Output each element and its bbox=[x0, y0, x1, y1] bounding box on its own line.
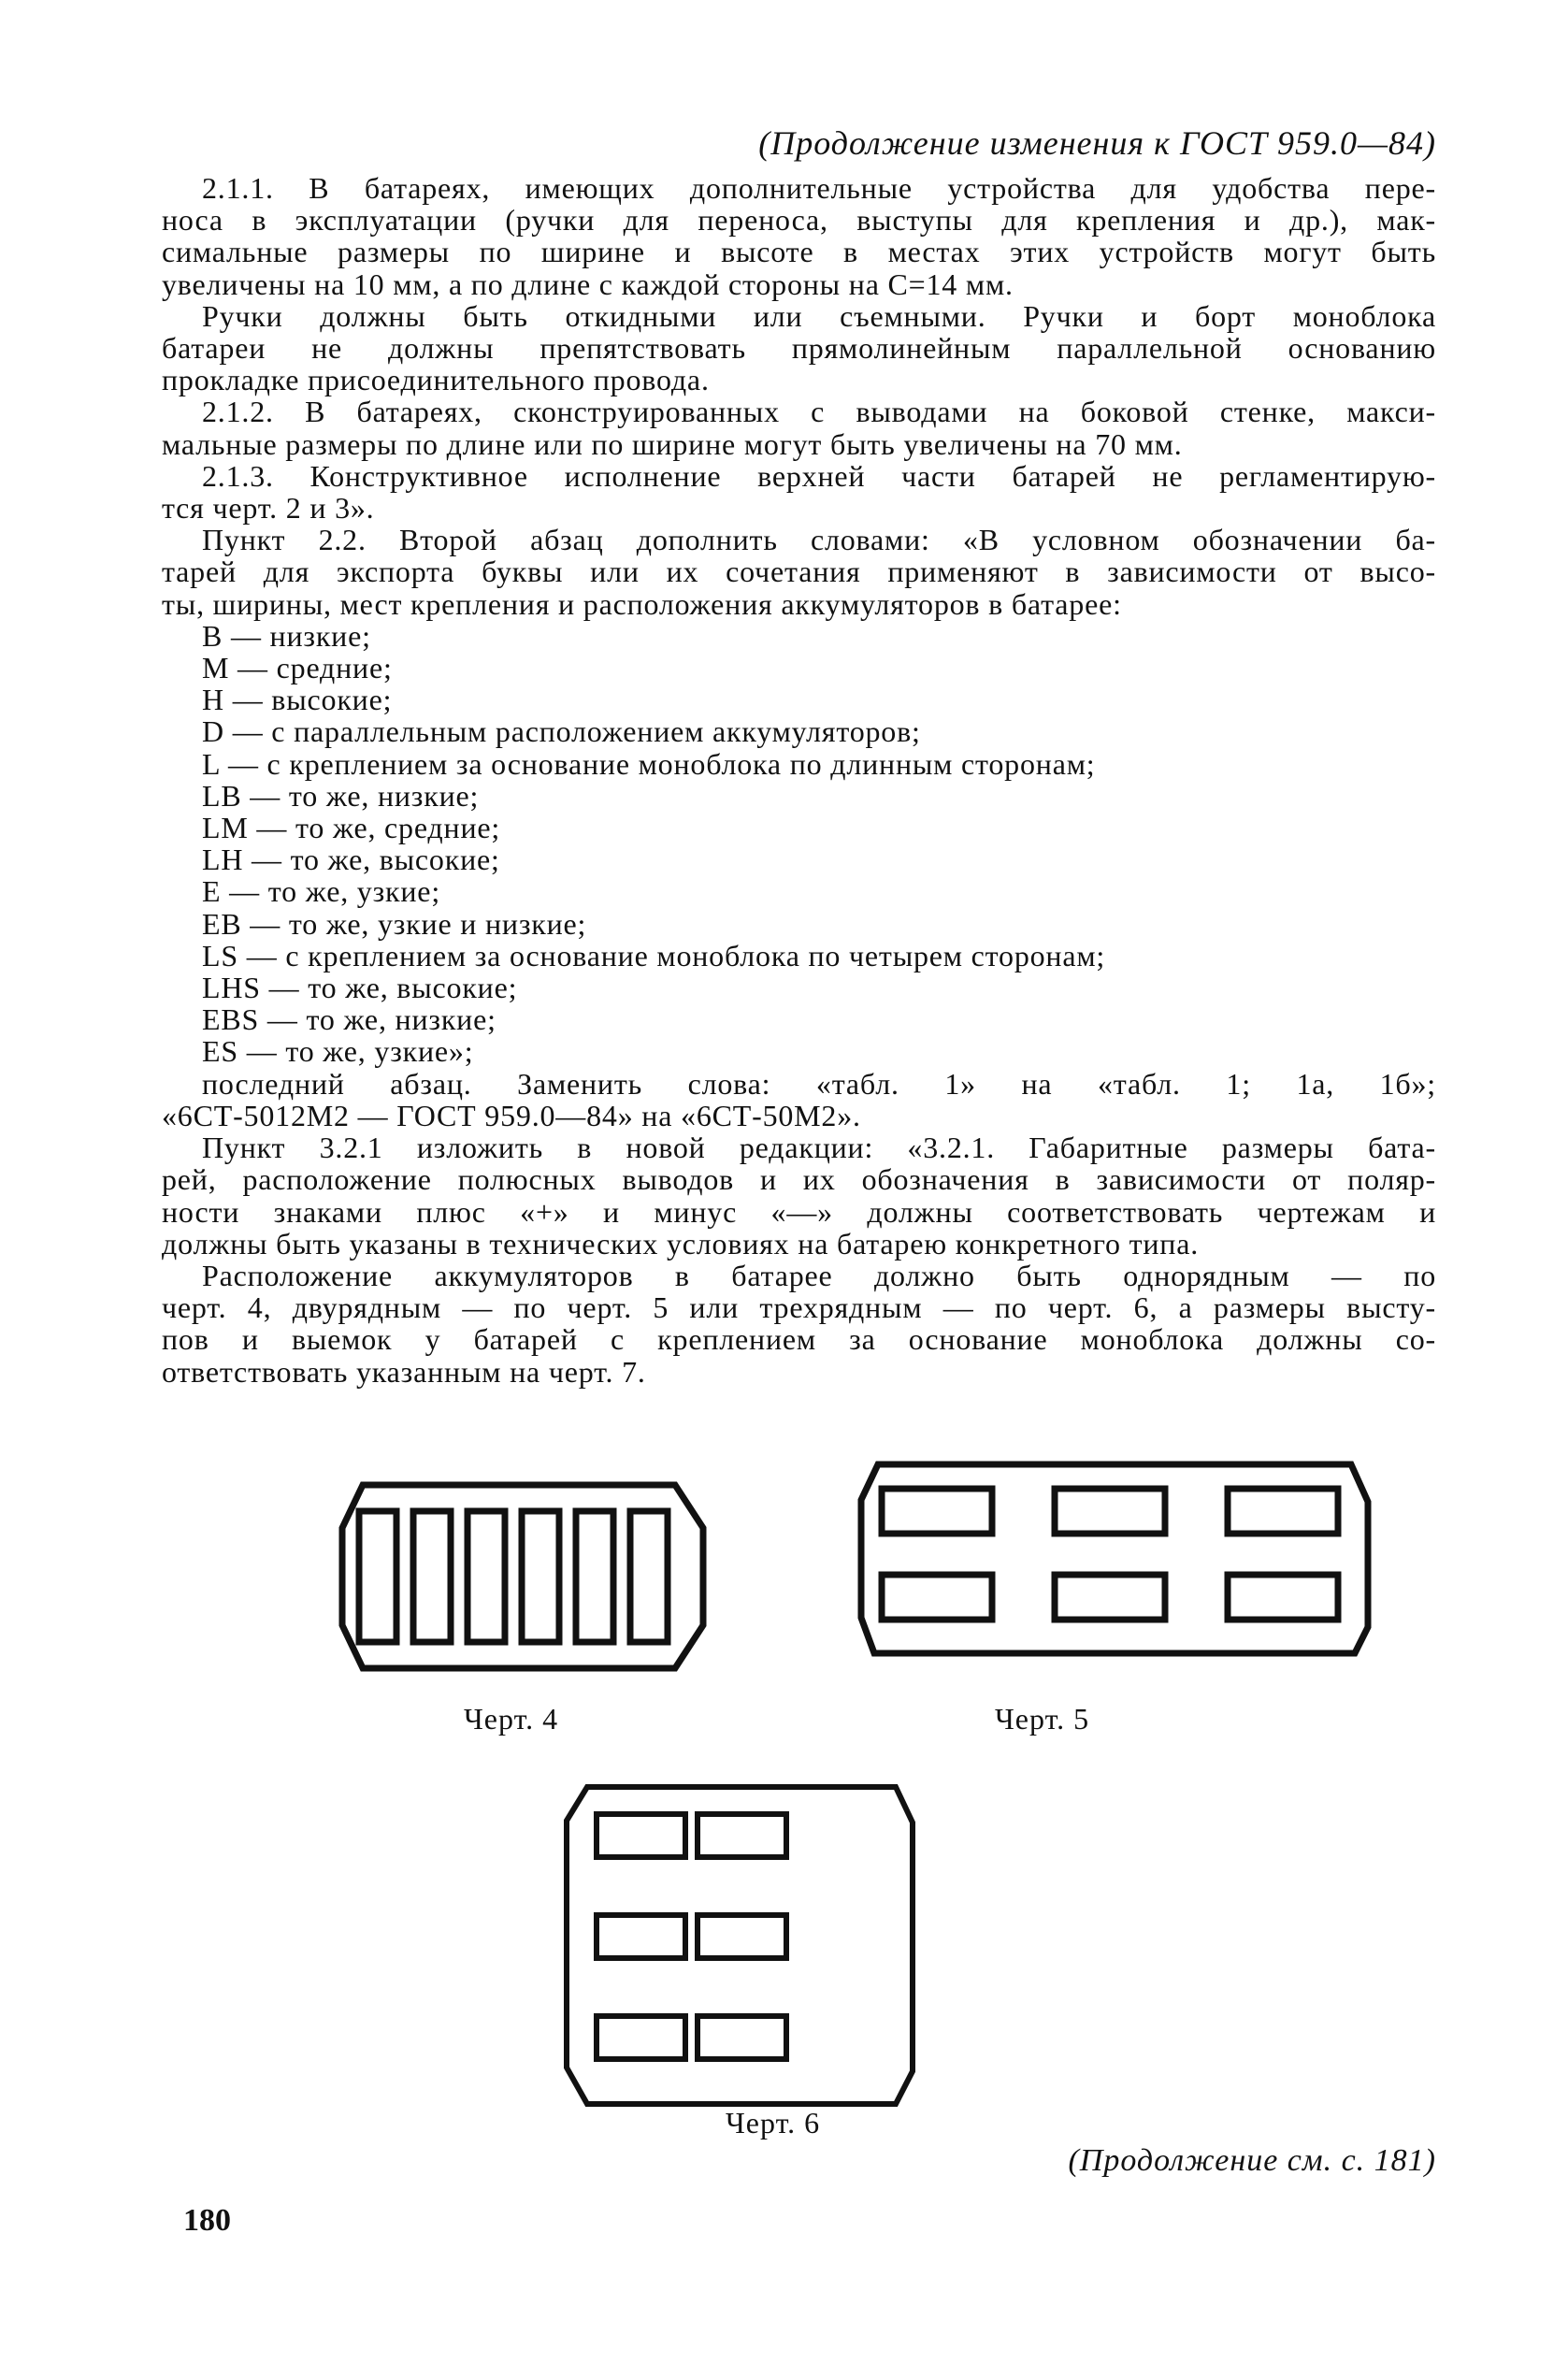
accumulator-cell bbox=[1055, 1575, 1165, 1620]
accumulator-cell bbox=[698, 2016, 786, 2059]
list-item: EBS — то же, низкие; bbox=[202, 1002, 496, 1037]
accumulator-cell bbox=[882, 1575, 992, 1620]
list-item: D — с параллельным расположением аккумуляторов; bbox=[202, 714, 921, 749]
figure-4-drawing bbox=[337, 1477, 711, 1674]
list-item: EB — то же, узкие и низкие; bbox=[202, 906, 587, 941]
text-line: Пункт 2.2. Второй абзац дополнить словами: «В условном обозначении ба- bbox=[202, 523, 1436, 557]
text-line: рей, расположение полюсных выводов и их обозначения в зависимости от поляр- bbox=[162, 1162, 1436, 1197]
accumulator-cell bbox=[1228, 1575, 1338, 1620]
text-line: ответствовать указанным на черт. 7. bbox=[162, 1354, 646, 1389]
text-line: батареи не должны препятствовать прямолинейным параллельной основанию bbox=[162, 331, 1436, 366]
accumulator-cell bbox=[1055, 1489, 1165, 1534]
list-item: H — высокие; bbox=[202, 683, 393, 717]
accumulator-cell bbox=[630, 1511, 668, 1642]
text-line: 2.1.3. Конструктивное исполнение верхней части батарей не регламентирую- bbox=[202, 458, 1436, 493]
figure-4-caption: Черт. 4 bbox=[464, 1702, 559, 1736]
text-line: 2.1.1. В батареях, имеющих дополнительные устройства для удобства пере- bbox=[202, 171, 1436, 205]
text-line: последний абзац. Заменить слова: «табл. 1» на «табл. 1; 1а, 1б»; bbox=[202, 1066, 1436, 1101]
text-line: пов и выемок у батарей с креплением за основание моноблока должны со- bbox=[162, 1322, 1436, 1357]
accumulator-cell bbox=[1228, 1489, 1338, 1534]
list-item: B — низкие; bbox=[202, 618, 371, 653]
text-line: должны быть указаны в технических условиях на батарею конкретного типа. bbox=[162, 1226, 1200, 1261]
figure-6-caption: Черт. 6 bbox=[726, 2106, 821, 2140]
list-item: LB — то же, низкие; bbox=[202, 778, 480, 813]
list-item: LH — то же, высокие; bbox=[202, 843, 500, 877]
figure-5-drawing bbox=[856, 1459, 1374, 1660]
text-line: ности знаками плюс «+» и минус «—» должны соответствовать чертежам и bbox=[162, 1194, 1436, 1229]
accumulator-cell bbox=[576, 1511, 613, 1642]
text-line: Расположение аккумуляторов в батарее должно быть однорядным — по bbox=[202, 1258, 1436, 1292]
accumulator-cell bbox=[597, 1814, 685, 1857]
accumulator-cell bbox=[597, 1915, 685, 1958]
page-number: 180 bbox=[183, 2203, 231, 2238]
running-header: (Продолжение изменения к ГОСТ 959.0—84) bbox=[758, 124, 1436, 162]
accumulator-cell bbox=[522, 1511, 559, 1642]
accumulator-cell bbox=[413, 1511, 451, 1642]
accumulator-cell bbox=[698, 1814, 786, 1857]
list-item: L — с креплением за основание моноблока по длинным сторонам; bbox=[202, 746, 1096, 781]
continuation-note: (Продолжение см. с. 181) bbox=[1068, 2143, 1436, 2178]
list-item: ES — то же, узкие»; bbox=[202, 1034, 474, 1069]
accumulator-cell bbox=[698, 1915, 786, 1958]
figure-6-drawing bbox=[559, 1781, 919, 2113]
text-line: мальные размеры по длине или по ширине могут быть увеличены на 70 мм. bbox=[162, 426, 1183, 461]
list-item: LS — с креплением за основание моноблока по четырем сторонам; bbox=[202, 938, 1106, 973]
text-line: ты, ширины, мест крепления и расположения аккумуляторов в батарее: bbox=[162, 586, 1122, 621]
text-line: 2.1.2. В батареях, сконструированных с выводами на боковой стенке, макси- bbox=[202, 395, 1436, 429]
accumulator-cell bbox=[597, 2016, 685, 2059]
figure-5-caption: Черт. 5 bbox=[995, 1702, 1090, 1736]
text-line: увеличены на 10 мм, а по длине с каждой стороны на C=14 мм. bbox=[162, 267, 1014, 301]
text-line: Пункт 3.2.1 изложить в новой редакции: «3.2.1. Габаритные размеры бата- bbox=[202, 1131, 1436, 1165]
list-item: LM — то же, средние; bbox=[202, 811, 501, 845]
list-item: E — то же, узкие; bbox=[202, 874, 441, 909]
text-line: прокладке присоединительного провода. bbox=[162, 363, 710, 397]
accumulator-cell bbox=[882, 1489, 992, 1534]
text-line: Ручки должны быть откидными или съемными. Ручки и борт моноблока bbox=[202, 298, 1436, 333]
body-text bbox=[162, 172, 1436, 1388]
accumulator-cell bbox=[359, 1511, 396, 1642]
text-line: тарей для экспорта буквы или их сочетания применяют в зависимости от высо- bbox=[162, 555, 1436, 589]
text-line: черт. 4, двурядным — по черт. 5 или трехрядным — по черт. 6, а размеры высту- bbox=[162, 1290, 1436, 1325]
text-line: «6СТ-5012М2 — ГОСТ 959.0—84» на «6СТ-50М2». bbox=[162, 1098, 861, 1132]
list-item: LHS — то же, высокие; bbox=[202, 971, 518, 1005]
battery-outline bbox=[861, 1464, 1368, 1653]
accumulator-cell bbox=[468, 1511, 505, 1642]
list-item: M — средние; bbox=[202, 651, 393, 685]
text-line: симальные размеры по ширине и высоте в местах этих устройств могут быть bbox=[162, 235, 1436, 269]
text-line: носа в эксплуатации (ручки для переноса, выступы для крепления и др.), мак- bbox=[162, 203, 1436, 238]
text-line: тся черт. 2 и 3». bbox=[162, 491, 375, 526]
